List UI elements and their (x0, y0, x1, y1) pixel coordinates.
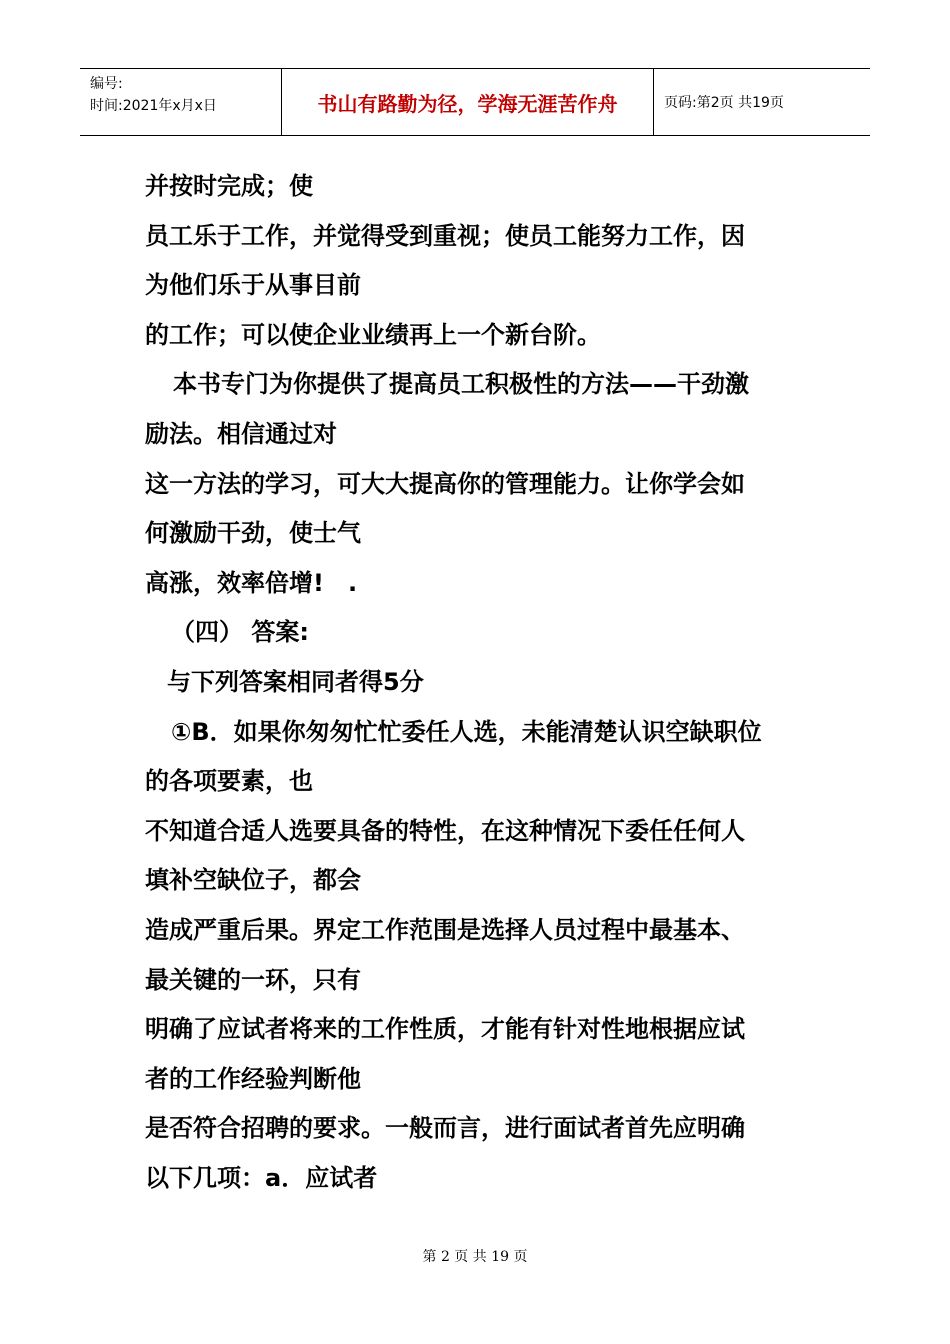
header-page-info: 页码:第2页 共19页 (664, 95, 784, 111)
body-line: 的工作；可以使企业业绩再上一个新台阶。 (145, 320, 601, 349)
page-footer: 第 2 页 共 19 页 (422, 1249, 528, 1265)
body-line: 的各项要素，也 (145, 767, 313, 796)
body-line: ①B．如果你匆匆忙忙委任人选，未能清楚认识空缺职位 (171, 717, 762, 746)
body-line: 何激励干劲，使士气 (145, 519, 361, 548)
header-motto: 书山有路勤为径，学海无涯苦作舟 (282, 69, 654, 135)
body-line: 并按时完成；使 (145, 172, 313, 200)
body-line: 不知道合适人选要具备的特性，在这种情况下委任任何人 (145, 816, 745, 845)
section-heading: （四） 答案: (171, 618, 309, 647)
body-line: 员工乐于工作，并觉得受到重视；使员工能努力工作，因 (145, 221, 745, 250)
document-number-label: 编号: (90, 76, 123, 92)
body-line: 高涨，效率倍增! . (145, 568, 358, 597)
page-header (80, 68, 870, 136)
body-line: 以下几项：a．应试者 (145, 1163, 378, 1192)
document-body (145, 162, 815, 1203)
body-line: 这一方法的学习，可大大提高你的管理能力。让你学会如 (145, 469, 745, 498)
body-line: 本书专门为你提供了提高员工积极性的方法——干劲激 (173, 370, 749, 399)
body-line: 励法。相信通过对 (145, 419, 337, 448)
body-line: 者的工作经验判断他 (145, 1064, 361, 1093)
body-line: 造成严重后果。界定工作范围是选择人员过程中最基本、 (145, 915, 745, 944)
body-line: 填补空缺位子，都会 (145, 866, 361, 895)
body-line: 与下列答案相同者得5分 (167, 667, 424, 696)
body-line: 是否符合招聘的要求。一般而言，进行面试者首先应明确 (145, 1114, 745, 1143)
document-time: 时间:2021年x月x日 (90, 98, 217, 114)
body-line: 明确了应试者将来的工作性质，才能有针对性地根据应试 (145, 1015, 745, 1044)
body-line: 最关键的一环，只有 (145, 965, 361, 994)
header-meta (80, 69, 282, 135)
body-line: 为他们乐于从事目前 (145, 271, 361, 300)
